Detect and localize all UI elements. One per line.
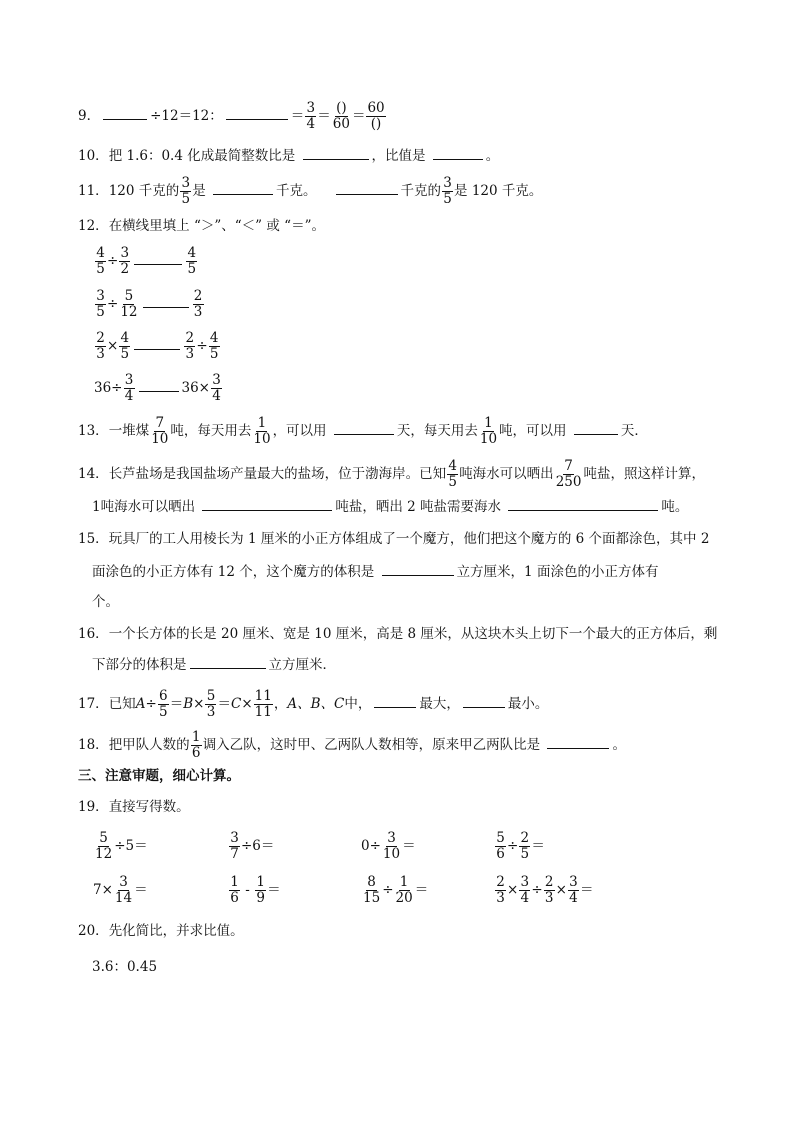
fraction: $\frac{3}{5}$ [96,288,105,320]
variable-c: C [230,696,242,712]
compare-row-1 [94,246,198,277]
text: ÷5＝ [114,838,148,854]
operator: ＝ [217,696,231,712]
fraction: $\frac{5}{12}$ [95,830,113,862]
variable-b: B [183,696,194,712]
answer-blank[interactable] [508,496,658,511]
question-number: 11． [78,183,109,199]
text: 下部分的体积是 [92,657,187,673]
text: ＝ [531,838,545,854]
fraction: $\frac{3}{14}$ [114,874,133,906]
question-number: 15． [78,531,109,547]
text: ＝ [414,882,429,898]
operator: ÷ [382,882,394,898]
question-number: 9． [78,108,101,124]
text: 1吨海水可以晒出 [92,499,200,515]
fraction: $\frac{4}{5}$ [120,330,130,362]
question-number: 18． [78,737,109,753]
text: 中， [344,696,372,712]
operator: ＝ [169,696,184,712]
question-14 [78,459,705,490]
text: 吨盐，照这样计算， [583,466,705,482]
operator: ÷ [196,338,208,354]
fraction: $\frac{2}{3}$ [185,330,195,362]
text: 吨，每天用去 [170,423,252,439]
answer-blank[interactable] [226,105,288,120]
text: 调入乙队，这时甲、乙两队人数相等，原来甲乙两队比是 [202,737,545,753]
question-number: 12． [78,218,109,234]
question-15-line-2 [92,561,658,582]
compare-row-4 [94,373,223,404]
text: ＝ [402,838,416,854]
text: 千克。 [276,183,317,199]
question-number: 20． [78,923,109,939]
question-11 [78,176,542,207]
text: 吨盐，晒出 2 吨盐需要海水 [335,499,506,515]
question-19 [78,797,190,817]
question-number: 17． [78,696,109,712]
fraction: $\frac{3}{10}$ [382,830,401,862]
fraction: $\frac{2}{3}$ [193,288,203,320]
text: 是 [192,183,211,199]
fraction: $\frac{3}{5}$ [443,175,452,207]
operator: × [193,696,205,712]
operator: × [555,882,567,898]
text: 7× [93,882,113,898]
question-14-line-2 [92,496,688,517]
question-18 [78,730,626,761]
text: 吨，可以用 [499,423,571,439]
text: 。 [485,148,500,164]
section-heading: 三、注意审题，细心计算。 [78,768,240,784]
text: 最大， [419,696,460,712]
question-number: 19． [78,799,109,815]
answer-blank[interactable] [382,561,454,576]
question-16-line-2 [92,654,336,675]
answer-blank[interactable] [336,180,398,195]
text: 把甲队人数的 [108,737,190,753]
question-20 [78,921,244,941]
operator: ÷ [107,296,119,312]
question-15-line-3 [92,592,119,612]
calc-item-3 [361,831,416,862]
question-13 [78,416,648,447]
fraction: $\frac{3}{2}$ [120,245,130,277]
fraction: $\frac{2}{3}$ [544,874,554,906]
fraction: $\frac{1}{20}$ [395,874,413,906]
operator: × [107,338,119,354]
question-16 [78,624,717,644]
fraction: $\frac{1}{6}$ [230,874,239,906]
answer-blank[interactable] [213,180,273,195]
fraction: $\frac{7}{10}$ [151,415,169,447]
answer-blank[interactable] [139,377,179,392]
text: 是 120 千克。 [454,183,543,199]
calc-item-5 [93,875,148,906]
text: 立方厘米． [268,657,336,673]
fraction: $\frac{1}{6}$ [191,729,201,761]
compare-row-2 [94,289,205,320]
text: ÷12＝12： [150,108,223,124]
calc-item-2 [228,831,274,862]
fraction: $\frac{6}{5}$ [158,688,168,720]
variable-a: A [135,696,146,712]
text: 先化简比，并求比值。 [108,923,244,939]
fraction: $\frac{4}{5}$ [209,330,219,362]
answer-blank[interactable] [303,145,369,160]
text: 最小。 [507,696,549,712]
text: 天． [620,423,648,439]
text: 36× [181,380,210,396]
fraction: $\frac{11}{11}$ [254,688,272,720]
text: 吨海水可以晒出 [459,466,554,482]
calc-item-1 [93,831,148,862]
calc-item-8 [494,875,593,906]
answer-blank[interactable] [143,293,189,308]
fraction: $\frac{1}{9}$ [256,874,265,906]
fraction: $\frac{1}{10}$ [479,415,498,447]
text: 0÷ [361,838,381,854]
answer-blank[interactable] [463,693,505,708]
question-number: 14． [78,466,109,482]
text: 立方厘米，1 面涂色的小正方体有 [456,564,659,580]
text: 一堆煤 [108,423,150,439]
calc-item-7 [361,875,428,906]
answer-blank[interactable] [574,420,618,435]
fraction: $\frac{2}{3}$ [96,330,105,362]
variables: A、B、C [287,696,345,712]
text: 长芦盐场是我国盐场产量最大的盐场，位于渤海岸。已知 [108,466,447,482]
fraction: $\frac{60}{()}$ [367,100,385,132]
compare-row-3 [94,331,221,362]
text: ＝ [317,108,331,124]
answer-blank[interactable] [103,105,147,120]
text: 玩具厂的工人用棱长为 1 厘米的小正方体组成了一个魔方，他们把这个魔方的 6 个面都涂色，其中 2 [108,531,710,547]
question-number: 13． [78,423,109,439]
text: ＝ [134,882,148,898]
fraction: $\frac{3}{4}$ [212,372,221,404]
text: 一个长方体的长是 20 厘米、宽是 10 厘米，高是 8 厘米，从这块木头上切下一个最大的正方体后，剩 [108,626,718,642]
text: ＝ [351,108,366,124]
fraction: $\frac{5}{6}$ [496,830,505,862]
fraction: $\frac{3}{4}$ [569,874,578,906]
text: 直接写得数。 [108,799,190,815]
text: 36÷ [94,380,123,396]
calc-item-4 [494,831,545,862]
answer-blank[interactable] [134,335,180,350]
answer-blank[interactable] [134,250,182,265]
text: ÷6＝ [241,838,275,854]
question-number: 10． [78,148,109,164]
text: 120 千克的 [108,183,180,199]
fraction: $\frac{4}{5}$ [448,458,457,490]
fraction: $\frac{4}{5}$ [187,245,197,277]
text: ，比值是 [371,148,430,164]
operator: ÷ [145,696,157,712]
text: 面涂色的小正方体有 12 个，这个魔方的体积是 [92,564,379,580]
operator: - [241,882,255,898]
text: 吨。 [661,499,689,515]
question-9 [78,101,387,132]
answer-blank[interactable] [374,693,416,708]
answer-blank[interactable] [334,420,394,435]
text: 千克的 [400,183,442,199]
answer-blank[interactable] [547,734,609,749]
fraction: $\frac{2}{3}$ [496,874,505,906]
fraction: $\frac{8}{15}$ [363,874,381,906]
fraction: $\frac{3}{4}$ [124,372,134,404]
answer-blank[interactable] [433,145,483,160]
text: ＝ [267,882,281,898]
fraction: $\frac{3}{7}$ [230,830,239,862]
fraction: $\frac{5}{12}$ [120,288,138,320]
fraction: $\frac{3}{4}$ [306,100,316,132]
text: 。 [612,737,626,753]
text: 已知 [108,696,136,712]
operator: ÷ [531,882,543,898]
operator: × [507,882,519,898]
answer-blank[interactable] [190,654,266,669]
fraction: $\frac{2}{5}$ [520,830,530,862]
text: 在横线里填上 “＞”、“＜” 或 “＝”。 [108,218,325,234]
operator: ÷ [107,253,119,269]
fraction: $\frac{4}{5}$ [96,245,105,277]
text: 个。 [92,594,119,610]
question-17 [78,689,548,720]
fraction: $\frac{3}{5}$ [181,175,191,207]
question-number: 16． [78,626,109,642]
question-20-expression: 3.6：0.45 [92,959,158,975]
text: 把 1.6：0.4 化成最简整数比是 [108,148,300,164]
operator: × [241,696,253,712]
text: ， [273,696,288,712]
fraction: $\frac{7}{250}$ [555,458,582,490]
fraction: $\frac{1}{10}$ [253,415,271,447]
fraction: $\frac{()}{60}$ [332,100,350,132]
text: ，可以用 [272,423,331,439]
answer-blank[interactable] [202,496,332,511]
operator: ÷ [507,838,519,854]
fraction: $\frac{3}{4}$ [520,874,530,906]
calc-item-6 [228,875,281,906]
question-10 [78,145,499,166]
text: ＝ [290,108,305,124]
fraction: $\frac{5}{3}$ [206,688,216,720]
question-15 [78,529,709,549]
text: ＝ [579,882,594,898]
text: 天，每天用去 [396,423,478,439]
question-12 [78,216,325,236]
